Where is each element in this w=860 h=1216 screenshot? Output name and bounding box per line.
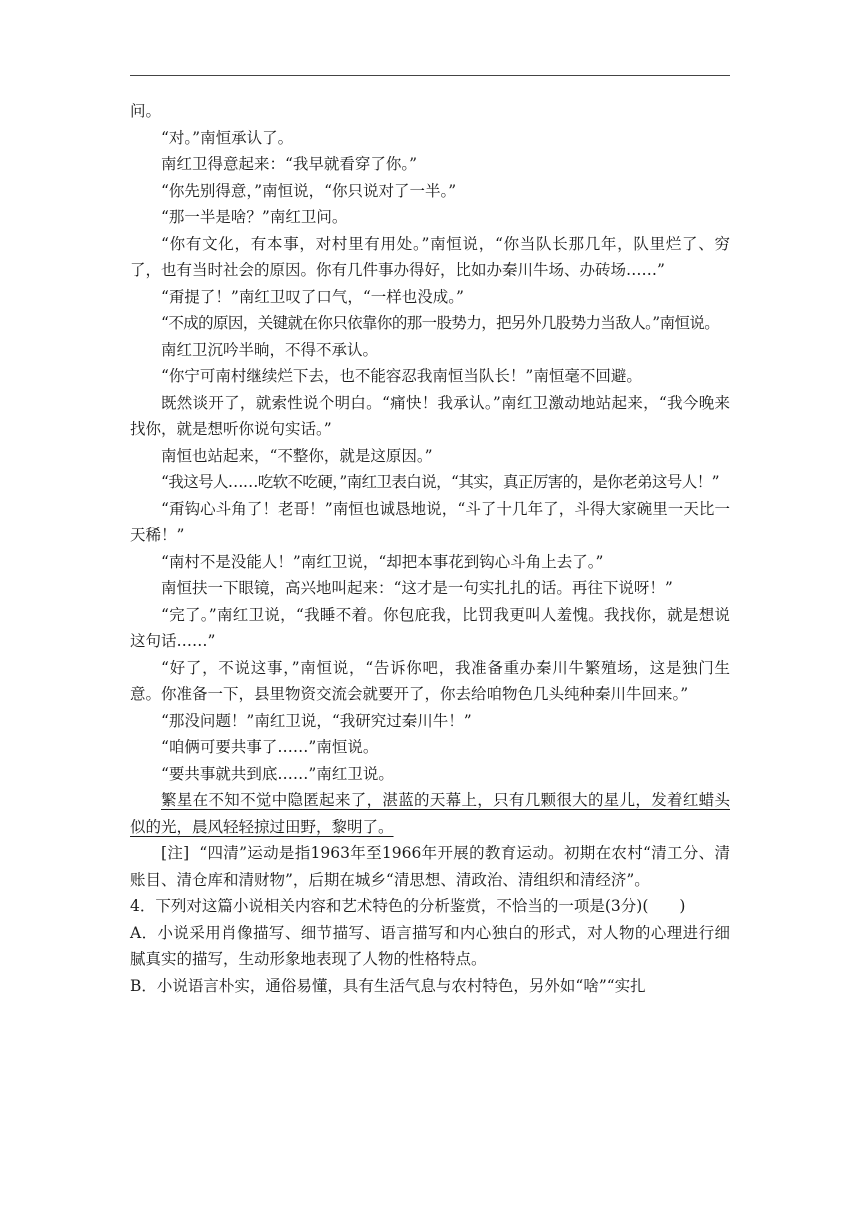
question-option-b: B．小说语言朴实，通俗易懂，具有生活气息与农村特色，另外如“啥”“实扎 bbox=[130, 976, 646, 995]
annotation-note bbox=[130, 840, 730, 893]
story-paragraph: 南红卫沉吟半晌，不得不承认。 bbox=[161, 340, 379, 359]
story-paragraph: “咱俩可要共事了……”南恒说。 bbox=[161, 738, 379, 756]
story-paragraph: “完了。”南红卫说，“我睡不着。你包庇我，比罚我更叫人羞愧。我找你，就是想说这句话……” bbox=[130, 605, 730, 650]
story-paragraph: “你宁可南村继续烂下去，也不能容忍我南恒当队长！”南恒毫不回避。 bbox=[161, 367, 642, 385]
underlined-sentence: 繁星在不知不觉中隐匿起来了，湛蓝的天幕上，只有几颗很大的星儿，发着红蜡头似的光，晨风轻轻掠过田野，黎明了。 bbox=[130, 791, 730, 836]
story-paragraph: “要共事就共到底……”南红卫说。 bbox=[161, 764, 394, 783]
underlined-paragraph bbox=[130, 787, 730, 840]
story-paragraph: “你有文化，有本事，对村里有用处。”南恒说，“你当队长那几年，队里烂了、穷了，也有当时社会的原因。你有几件事办得好，比如办秦川牛场、办砖场……” bbox=[130, 234, 730, 279]
document-body bbox=[130, 98, 730, 999]
story-paragraph: 既然谈开了，就索性说个明白。“痛快！我承认。”南红卫激动地站起来，“我今晚来找你，就是想听你说句实话。” bbox=[130, 393, 730, 438]
story-paragraph: “你先别得意，”南恒说，“你只说对了一半。” bbox=[161, 181, 457, 200]
story-paragraph: 南恒扶一下眼镜，高兴地叫起来：“这才是一句实扎扎的话。再往下说呀！” bbox=[161, 579, 673, 597]
story-paragraph: “好了，不说这事，”南恒说，“告诉你吧，我准备重办秦川牛繁殖场，这是独门生意。你准备一下，县里物资交流会就要开了，你去给咱物色几头纯种秦川牛回来。” bbox=[130, 658, 730, 703]
note-text: “四清”运动是指1963年至1966年开展的教育运动。初期在农村“清工分、清账目、清仓库和清财物”，后期在城乡“清思想、清政治、清组织和清经济”。 bbox=[130, 844, 730, 889]
story-paragraph: 南红卫得意起来：“我早就看穿了你。” bbox=[161, 155, 418, 173]
header-rule bbox=[130, 75, 730, 76]
story-paragraph: 南恒也站起来，“不整你，就是这原因。” bbox=[161, 446, 433, 465]
story-paragraph: “甭提了！”南红卫叹了口气，“一样也没成。” bbox=[161, 287, 464, 306]
story-paragraph: “对。”南恒承认了。 bbox=[161, 128, 294, 147]
note-label: [注] bbox=[161, 844, 190, 862]
story-paragraph: 问。 bbox=[130, 102, 162, 120]
story-paragraph: “甭钩心斗角了！老哥！”南恒也诚恳地说，“斗了十几年了，斗得大家碗里一天比一天稀！” bbox=[130, 499, 730, 544]
story-paragraph: “不成的原因，关键就在你只依靠你的那一股势力，把另外几股势力当敌人。”南恒说。 bbox=[161, 314, 720, 332]
question-stem: 4．下列对这篇小说相关内容和艺术特色的分析鉴赏，不恰当的一项是(3分)( ) bbox=[130, 897, 686, 915]
story-paragraph: “那没问题！”南红卫说，“我研究过秦川牛！” bbox=[161, 711, 472, 730]
question-option-a: A．小说采用肖像描写、细节描写、语言描写和内心独白的形式，对人物的心理进行细腻真实的描写，生动形象地表现了人物的性格特点。 bbox=[130, 923, 730, 968]
story-paragraph: “南村不是没能人！”南红卫说，“却把本事花到钩心斗角上去了。” bbox=[161, 552, 604, 571]
story-paragraph: “我这号人……吃软不吃硬，”南红卫表白说，“其实，真正厉害的，是你老弟这号人！” bbox=[161, 473, 719, 491]
story-paragraph: “那一半是啥？”南红卫问。 bbox=[161, 208, 348, 226]
